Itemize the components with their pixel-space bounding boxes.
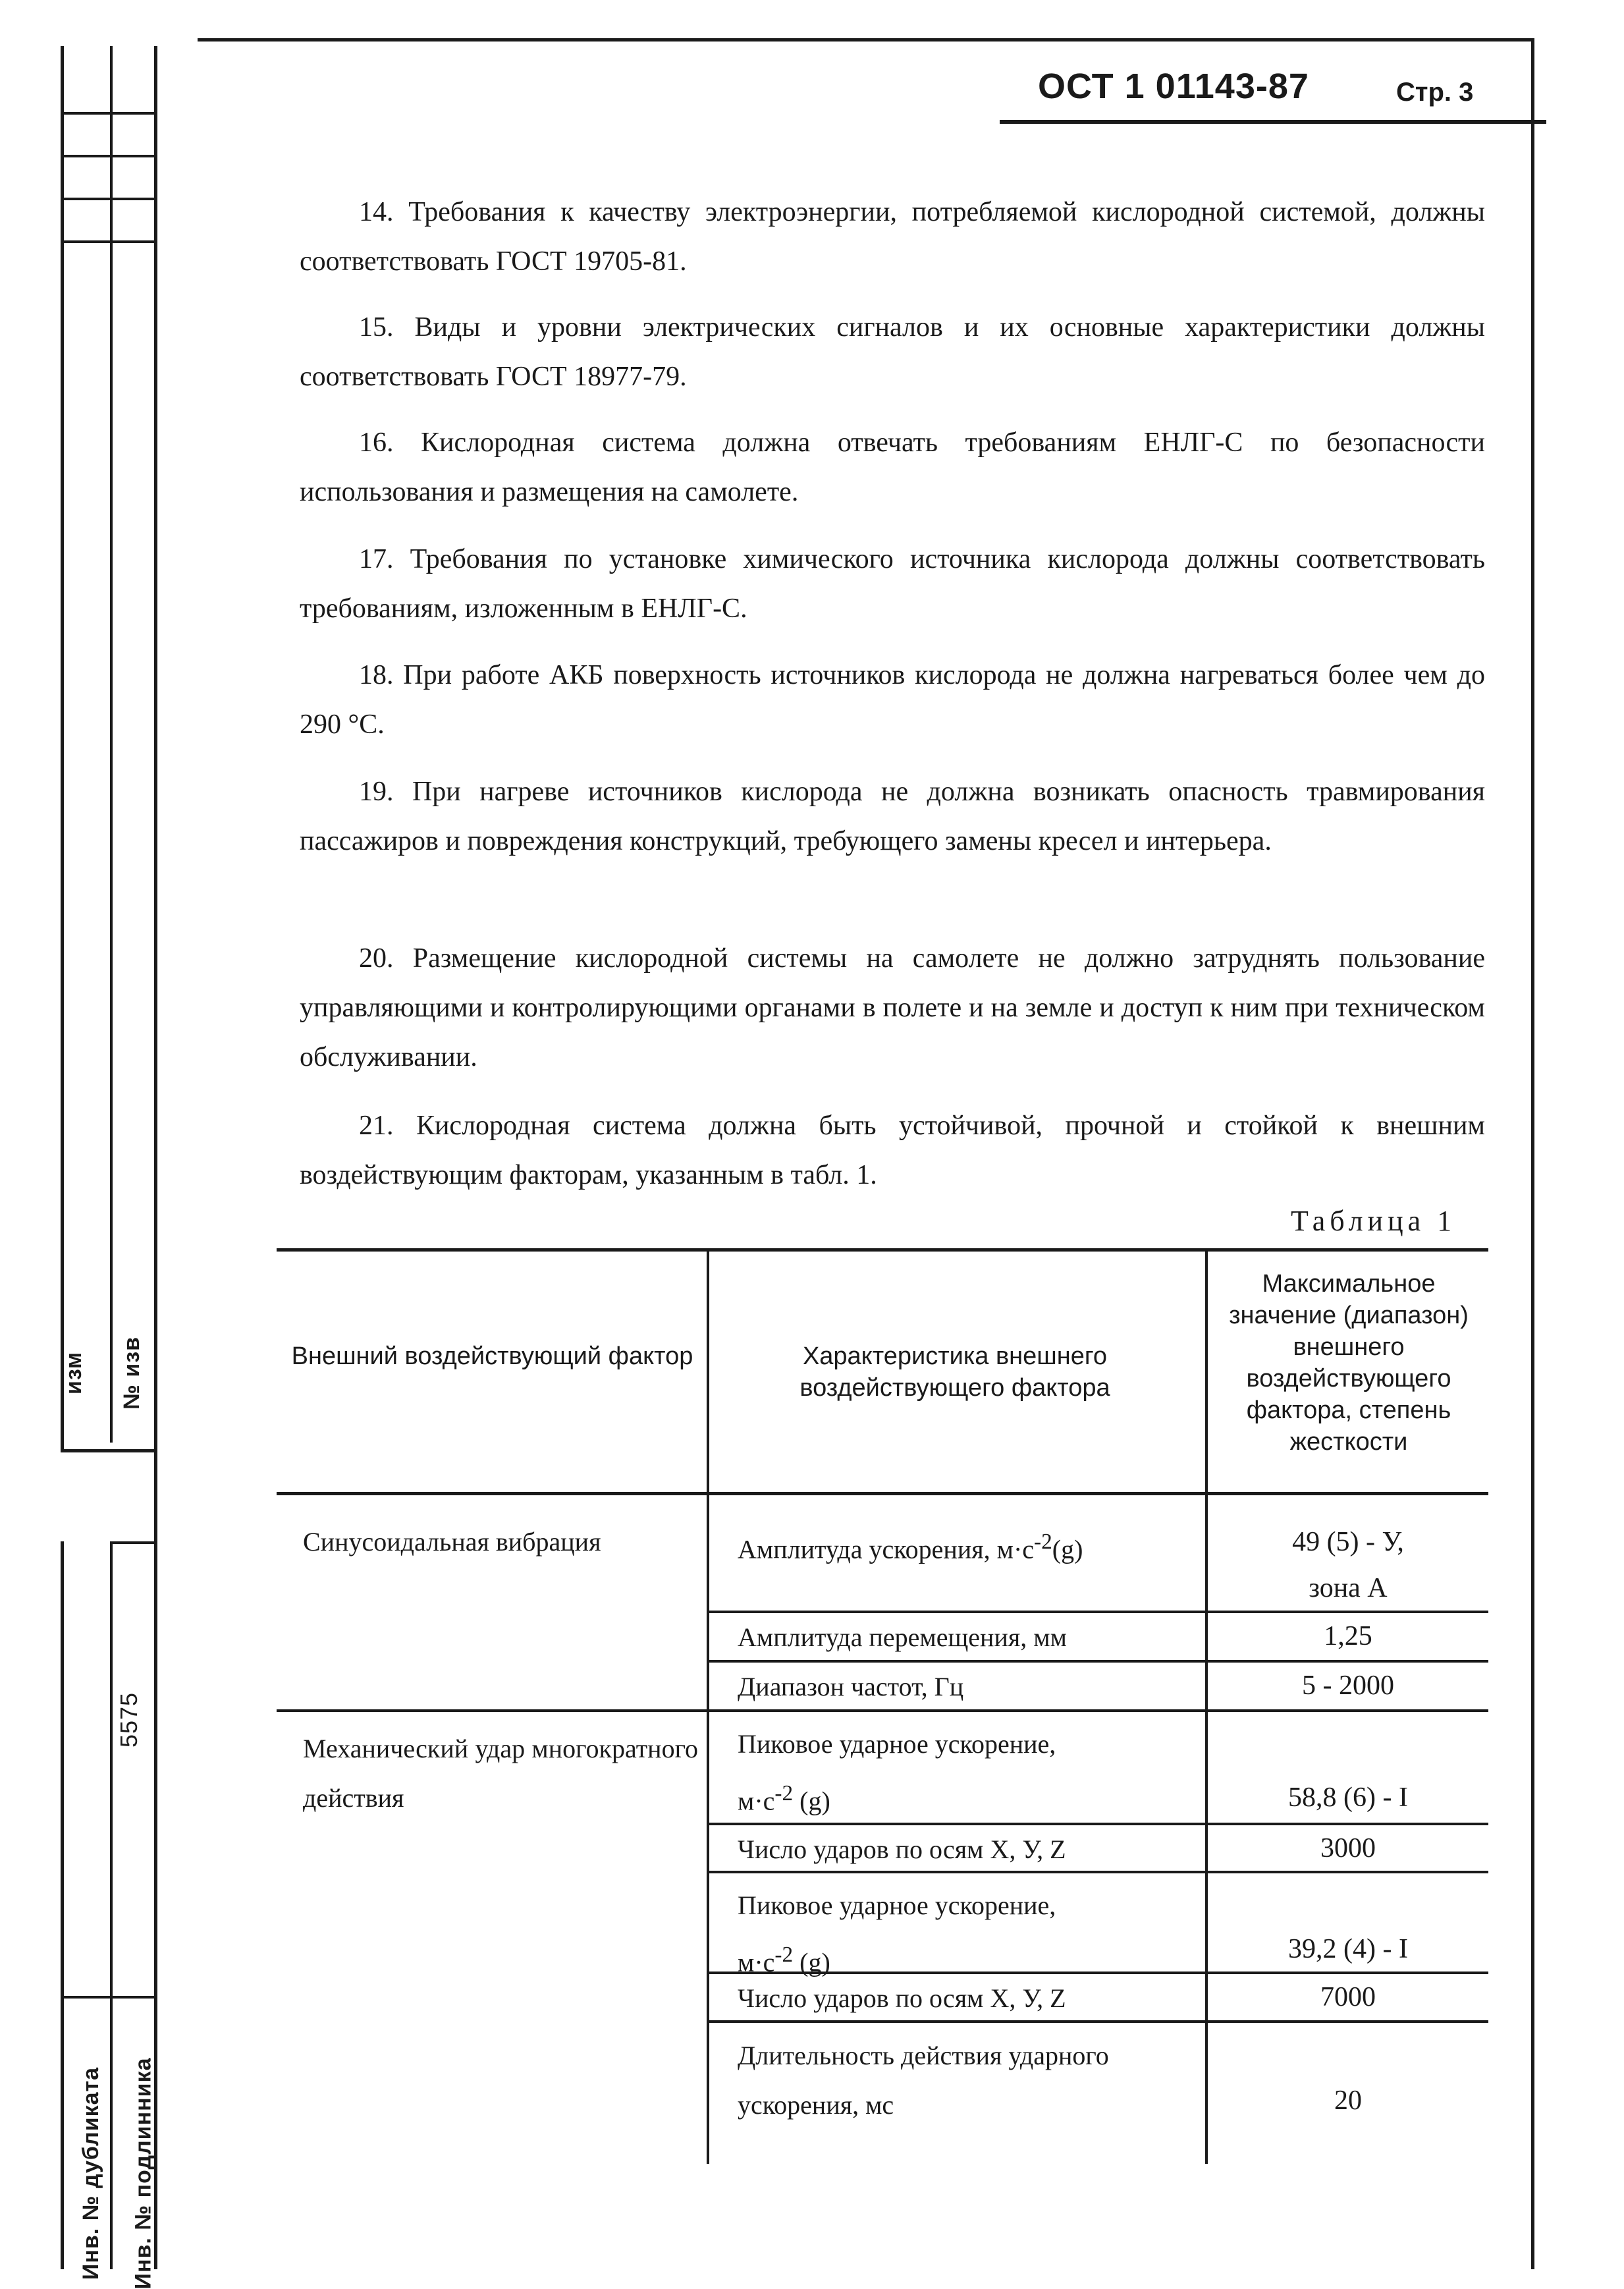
table-row-4-value: 58,8 (6) - I (1288, 1782, 1408, 1813)
group-sine-vibration: Синусоидальная вибрация (303, 1527, 601, 1557)
header-value: Максимальное значение (диапазон) внешнего воздействующего фактора, степень жесткости (1229, 1270, 1469, 1456)
page-number: Стр. 3 (1396, 78, 1474, 107)
margin-izm-label: изм (61, 1351, 87, 1395)
paragraph-number: 20. (359, 943, 394, 974)
table-row-1-characteristic: Амплитуда ускорения, $м\cdot с^{-2}(g)$ (738, 1530, 1083, 1564)
paragraph-number: 19. (359, 777, 394, 807)
paragraph-text: Виды и уровни электрических сигналов и их основные характеристики должны соответствовать ГОСТ 18977-79. (300, 312, 1485, 392)
table-1 (277, 1248, 1488, 2164)
paragraph-18 (300, 651, 1485, 750)
page-frame-top (198, 38, 1534, 41)
group-mechanical-shock: Механический удар многократного действия (303, 1734, 698, 1813)
paragraph-16 (300, 418, 1485, 517)
table-row-3-value: 5 - 2000 (1302, 1670, 1394, 1701)
document-code: ОСТ 1 01143-87 (1038, 67, 1309, 106)
paragraph-15 (300, 303, 1485, 402)
table-row-7-value: 7000 (1320, 1982, 1376, 2012)
table-row-1-value: 49 (5) - У, зона А (1292, 1527, 1404, 1603)
table-row-7-characteristic: Число ударов по осям Х, У, Z (738, 1983, 1066, 2013)
paragraph-text: Требования к качеству электроэнергии, потребляемой кислородной системой, должны соответствовать ГОСТ 19705-81. (300, 197, 1486, 277)
paragraph-17 (300, 535, 1485, 634)
table-row-8-value: 20 (1334, 2085, 1362, 2116)
header-rule (1000, 120, 1546, 124)
table-row-3-characteristic: Диапазон частот, Гц (738, 1672, 964, 1701)
table-row-2-value: 1,25 (1324, 1621, 1372, 1651)
paragraph-number: 21. (359, 1111, 394, 1141)
header-factor: Внешний воздействующий фактор (291, 1342, 693, 1370)
table-row-5-characteristic: Число ударов по осям Х, У, Z (738, 1834, 1066, 1864)
paragraph-14 (300, 188, 1485, 287)
paragraph-text: При нагреве источников кислорода не должна возникать опасность травмирования пассажиров и повреждения конструкций, требующего замены кресел и интерьера. (300, 777, 1485, 856)
margin-inv-dublikata-label: Инв. № дубликата (78, 2066, 104, 2280)
paragraph-text: Требования по установке химического источника кислорода должны соответствовать требованиям, изложенным в ЕНЛГ-С. (300, 544, 1485, 624)
header-characteristic: Характеристика внешнего воздействующего фактора (799, 1342, 1110, 1402)
margin-inv-podlinnika-label: Инв. № подлинника (130, 2057, 156, 2289)
paragraph-text: При работе АКБ поверхность источников кислорода не должна нагреваться более чем до 290 °С. (300, 660, 1486, 740)
paragraph-number: 16. (359, 427, 394, 458)
paragraph-text: Кислородная система должна отвечать требованиям ЕНЛГ-С по безопасности использования и размещения на самолете. (300, 427, 1485, 507)
margin-no-izv-label: № изв (119, 1336, 145, 1410)
table-row-5-value: 3000 (1320, 1833, 1376, 1863)
paragraph-number: 17. (359, 544, 394, 574)
paragraph-number: 14. (359, 197, 394, 227)
table-row-8-characteristic: Длительность действия ударного ускорения, мс (738, 2041, 1109, 2120)
paragraph-number: 15. (359, 312, 394, 343)
binding-margin (61, 46, 157, 2289)
table-row-6-value: 39,2 (4) - I (1288, 1934, 1408, 1964)
paragraph-21 (300, 1101, 1485, 1200)
table-caption: Таблица 1 (1291, 1205, 1457, 1237)
paragraph-text: Размещение кислородной системы на самолете не должно затруднять пользование управляющими и контролирующими органами в полете и на земле и доступ к ним при техническом обслуживании. (300, 943, 1485, 1072)
paragraph-number: 18. (359, 660, 394, 690)
paragraph-19 (300, 767, 1485, 866)
table-row-2-characteristic: Амплитуда перемещения, мм (738, 1622, 1067, 1652)
table-row-6-characteristic: Пиковое ударное ускорение, $м\cdot с^{-2}$ (g) (738, 1890, 1056, 1977)
margin-inv-no-value: 5575 (115, 1692, 143, 1748)
table-row-4-characteristic: Пиковое ударное ускорение, $м\cdot с^{-2}$ (g) (738, 1729, 1056, 1816)
paragraph-20 (300, 934, 1485, 1082)
page-frame-right (1531, 38, 1534, 2269)
paragraph-text: Кислородная система должна быть устойчивой, прочной и стойкой к внешним воздействующим факторам, указанным в табл. 1. (300, 1111, 1486, 1190)
